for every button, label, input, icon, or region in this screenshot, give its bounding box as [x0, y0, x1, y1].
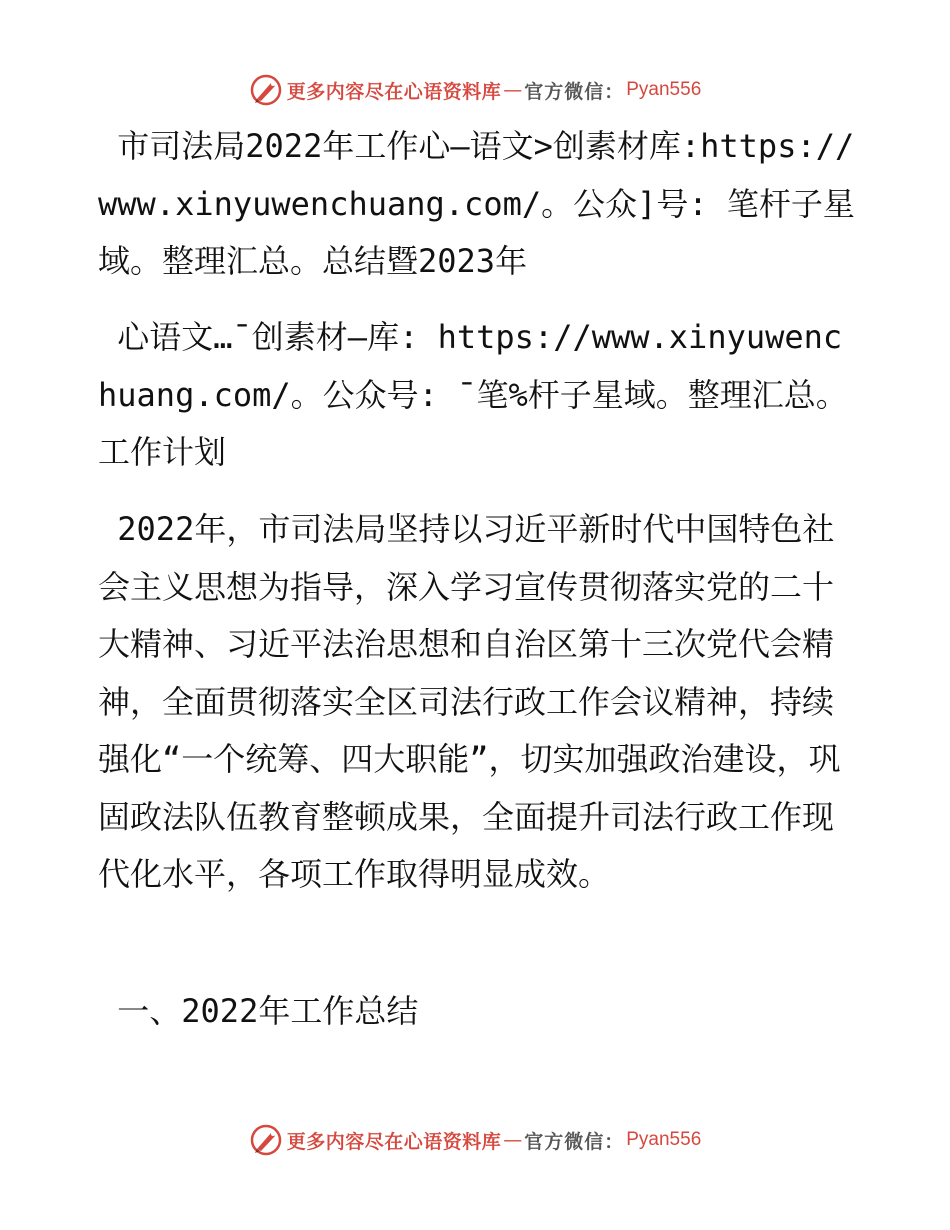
paragraph-text: 2022年，市司法局坚持以习近平新时代中国特色社会主义思想为指导，深入学习宣传贯彻落实党的二十大精神、习近平法治思想和自治区第十三次党代会精神，全面贯彻落实全区司法行政工作会议精神，持续强化“一个统筹、四大职能”，切实加强政治建设，巩固政法队伍教育整顿成果，全面提升司法行政工作现代化水平，各项工作取得明显成效。	[98, 510, 841, 893]
header-watermark-banner	[0, 70, 950, 110]
paragraph-text: 心语文…¯创素材—库: https://www.xinyuwenchuang.com/。公众号: ¯笔%杆子星域。整理汇总。工作计划	[98, 318, 848, 471]
banner-wechat-label: 官方微信：	[524, 1130, 625, 1153]
pen-logo-icon	[249, 1123, 283, 1157]
title-paragraph-2	[98, 309, 858, 482]
body-paragraph	[98, 501, 858, 904]
banner-dash: —	[503, 1129, 523, 1151]
footer-watermark-banner	[0, 1120, 950, 1160]
banner-main-text: 更多内容尽在心语资料库	[286, 1130, 502, 1153]
banner-wechat-id: Pyan556	[626, 79, 702, 100]
banner-dash: —	[503, 79, 523, 101]
banner-wechat-id: Pyan556	[626, 1129, 702, 1150]
paragraph-text: 一、2022年工作总结	[98, 992, 419, 1030]
banner-wechat-label: 官方微信：	[524, 80, 625, 103]
section-heading	[98, 983, 858, 1041]
title-paragraph-1	[98, 118, 858, 291]
banner-main-text: 更多内容尽在心语资料库	[286, 80, 502, 103]
paragraph-text: 市司法局2022年工作心—语文>创素材库:https://www.xinyuwenchuang.com/。公众]号: 笔杆子星域。整理汇总。总结暨2023年	[98, 127, 855, 280]
pen-logo-icon	[249, 73, 283, 107]
